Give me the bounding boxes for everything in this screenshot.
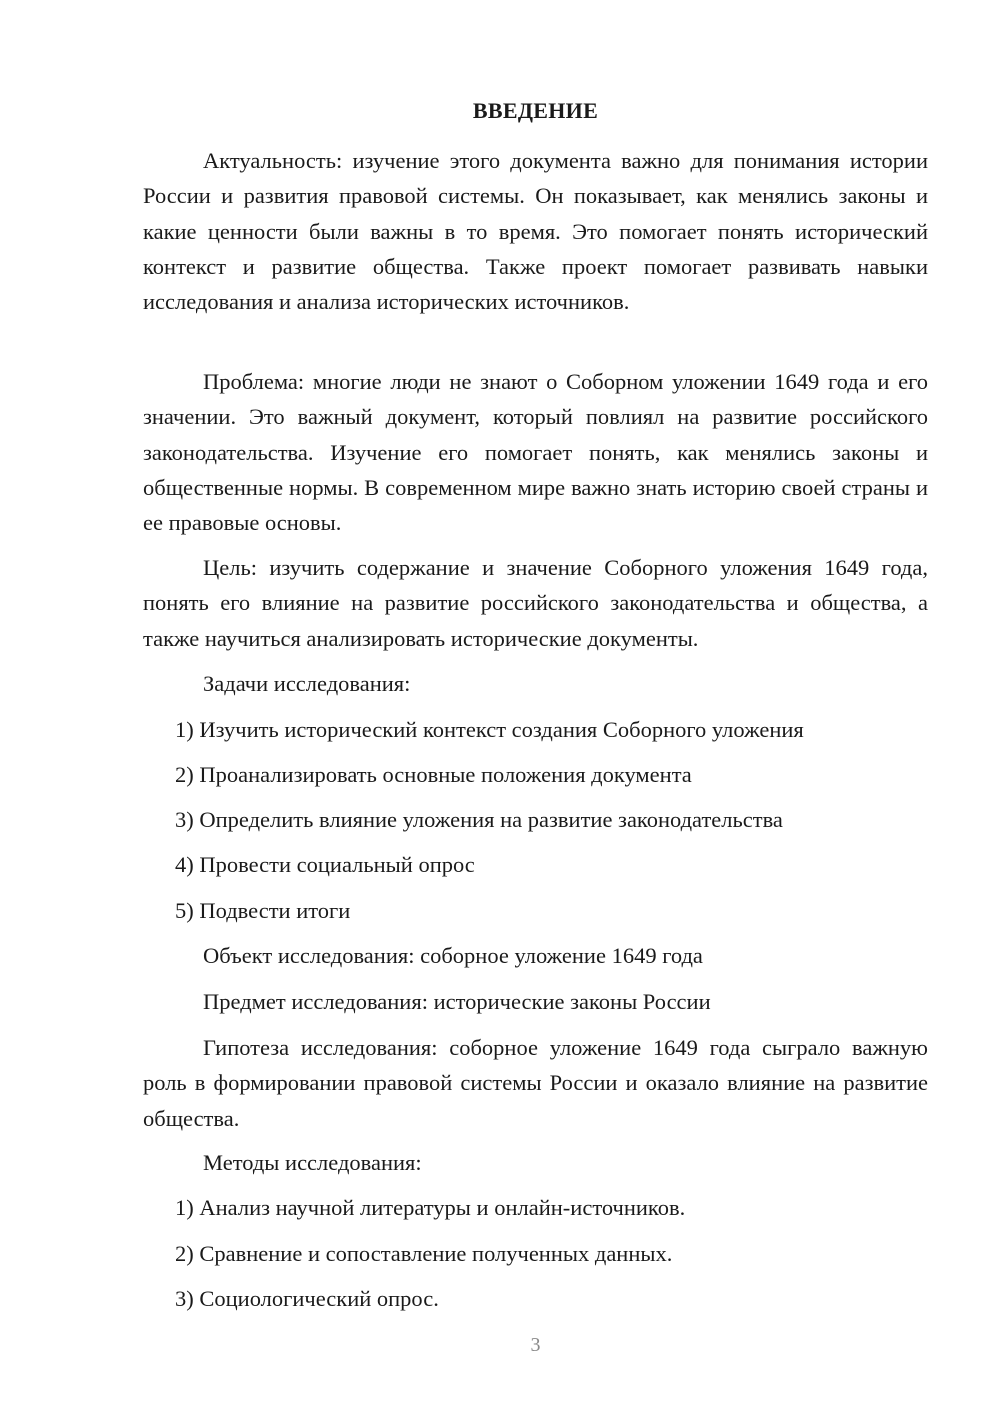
- method-item: 1) Анализ научной литературы и онлайн-источников.: [175, 1195, 686, 1220]
- hypothesis-paragraph: Гипотеза исследования: соборное уложение 1649 года сыграло важную роль в формировании правовой системы России и оказало влияние на развитие общества.: [143, 1035, 928, 1131]
- task-item: 4) Провести социальный опрос: [175, 852, 475, 877]
- section-heading: ВВЕДЕНИЕ: [472, 98, 599, 123]
- method-item: 3) Социологический опрос.: [175, 1286, 439, 1311]
- research-subject: Предмет исследования: исторические законы России: [203, 989, 711, 1014]
- task-item: 5) Подвести итоги: [175, 898, 351, 923]
- document-page: [143, 0, 928, 1414]
- method-item: 2) Сравнение и сопоставление полученных данных.: [175, 1241, 673, 1266]
- page-number: 3: [530, 1334, 541, 1356]
- relevance-paragraph: Актуальность: изучение этого документа важно для понимания истории России и развития правовой системы. Он показывает, как менялись законы и какие ценности были важны в то время. Это помогает понять исторический контекст и развитие общества. Также проект помогает развивать навыки исследования и анализа исторических источников.: [143, 148, 928, 315]
- research-object: Объект исследования: соборное уложение 1649 года: [203, 943, 703, 968]
- methods-title: Методы исследования:: [203, 1150, 422, 1175]
- task-item: 1) Изучить исторический контекст создания Соборного уложения: [175, 717, 804, 742]
- task-item: 3) Определить влияние уложения на развитие законодательства: [175, 807, 783, 832]
- tasks-title: Задачи исследования:: [203, 671, 411, 696]
- task-item: 2) Проанализировать основные положения документа: [175, 762, 692, 787]
- goal-paragraph: Цель: изучить содержание и значение Соборного уложения 1649 года, понять его влияние на развитие российского законодательства и общества, а также научиться анализировать исторические документы.: [143, 555, 928, 651]
- problem-paragraph: Проблема: многие люди не знают о Соборном уложении 1649 года и его значении. Это важный документ, который повлиял на развитие российского законодательства. Изучение его помогает понять, как менялись законы и общественные нормы. В современном мире важно знать историю своей страны и ее правовые основы.: [143, 369, 928, 536]
